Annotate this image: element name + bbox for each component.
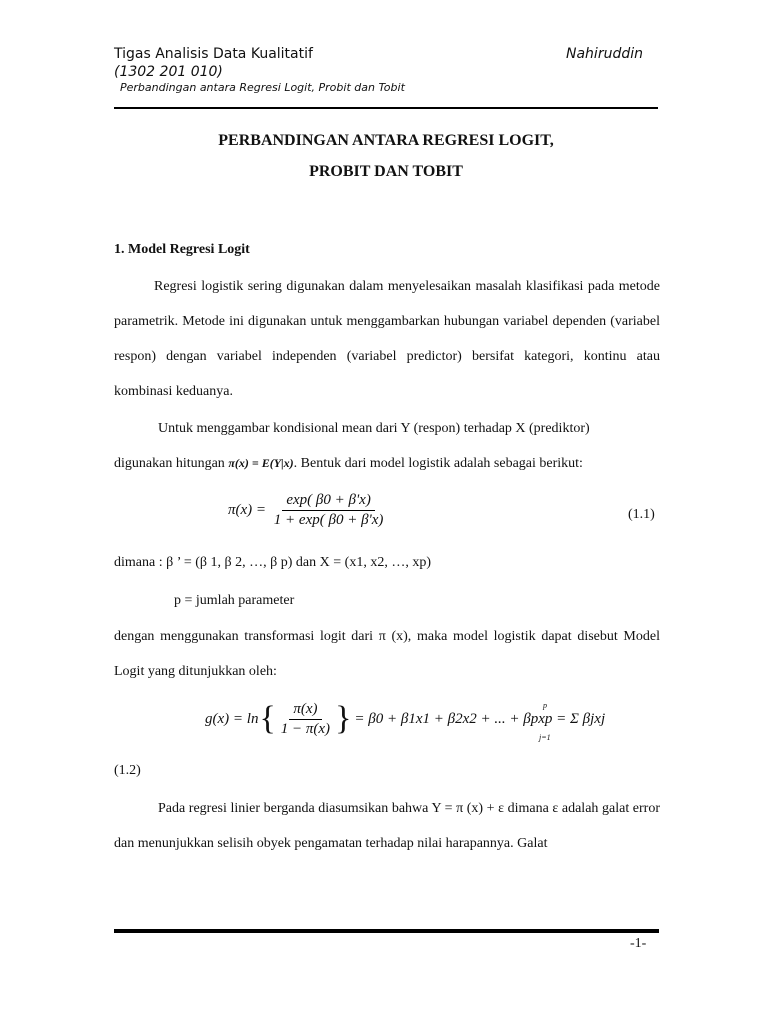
equation-1-2-denominator: 1 − π(x) <box>280 720 331 737</box>
section-heading: 1. Model Regresi Logit <box>114 242 250 257</box>
header-student-id: (1302 201 010) <box>114 64 223 80</box>
paragraph-linear-regression: Pada regresi linier berganda diasumsikan bahwa Y = π (x) + ε dimana ε adalah galat error dan menunjukkan selisih obyek pengamatan terhadap nilai harapannya. Galat <box>114 801 660 851</box>
paragraph-conditional-mean-suffix: . Bentuk dari model logistik adalah sebagai berikut: <box>293 456 583 471</box>
summation-upper-limit: p <box>543 701 547 710</box>
equation-1-2-number: (1.2) <box>114 763 141 778</box>
definition-beta-x: dimana : β ’ = (β 1, β 2, …, β p) dan X = (x1, x2, …, xp) <box>114 555 431 570</box>
equation-1-1-fraction <box>270 492 388 529</box>
header-divider <box>114 107 658 109</box>
left-brace: { <box>259 700 276 737</box>
equation-1-1-lhs: π(x) = <box>228 501 267 518</box>
equation-1-2-numerator: π(x) <box>289 701 321 720</box>
equation-1-1-numerator: exp( β0 + β'x) <box>282 492 375 511</box>
inline-equation: π(x) = E(Y|x) <box>228 456 294 470</box>
summation-lower-limit: j=1 <box>539 733 551 742</box>
right-brace: } <box>335 700 352 737</box>
paragraph-conditional-mean-prefix: digunakan hitungan <box>114 456 225 471</box>
header-subtitle: Perbandingan antara Regresi Logit, Probit dan Tobit <box>120 81 405 94</box>
equation-1-2-lhs: g(x) = ln <box>205 710 259 727</box>
document-title-line1: PERBANDINGAN ANTARA REGRESI LOGIT, <box>218 132 554 149</box>
paragraph-conditional-mean-line1: Untuk menggambar kondisional mean dari Y (respon) terhadap X (prediktor) <box>158 421 590 436</box>
document-title-line2: PROBIT DAN TOBIT <box>309 163 463 180</box>
page-number: -1- <box>630 936 647 951</box>
equation-1-2-fraction <box>277 701 334 738</box>
header-course: Tigas Analisis Data Kualitatif <box>114 46 313 62</box>
equation-1-2-rhs: = β0 + β1x1 + β2x2 + ... + βpxp = Σ βjxj <box>354 710 606 727</box>
paragraph-intro: Regresi logistik sering digunakan dalam menyelesaikan masalah klasifikasi pada metode parametrik. Metode ini digunakan untuk menggambarkan hubungan variabel dependen (variabel respon) dengan variabel independen (variabel predictor) bersifat kategori, kontinu atau kombinasi keduanya. <box>114 279 660 399</box>
paragraph-logit-transform: dengan menggunakan transformasi logit dari π (x), maka model logistik dapat disebut Model Logit yang ditunjukkan oleh: <box>114 629 660 679</box>
footer-divider <box>114 929 659 933</box>
definition-p: p = jumlah parameter <box>174 593 295 608</box>
equation-1-1-denominator: 1 + exp( β0 + β'x) <box>273 512 384 528</box>
equation-1-1 <box>228 492 387 529</box>
paragraph-conditional-mean <box>114 411 660 481</box>
header-author: Nahiruddin <box>566 46 643 62</box>
equation-1-1-number: (1.1) <box>628 507 655 522</box>
